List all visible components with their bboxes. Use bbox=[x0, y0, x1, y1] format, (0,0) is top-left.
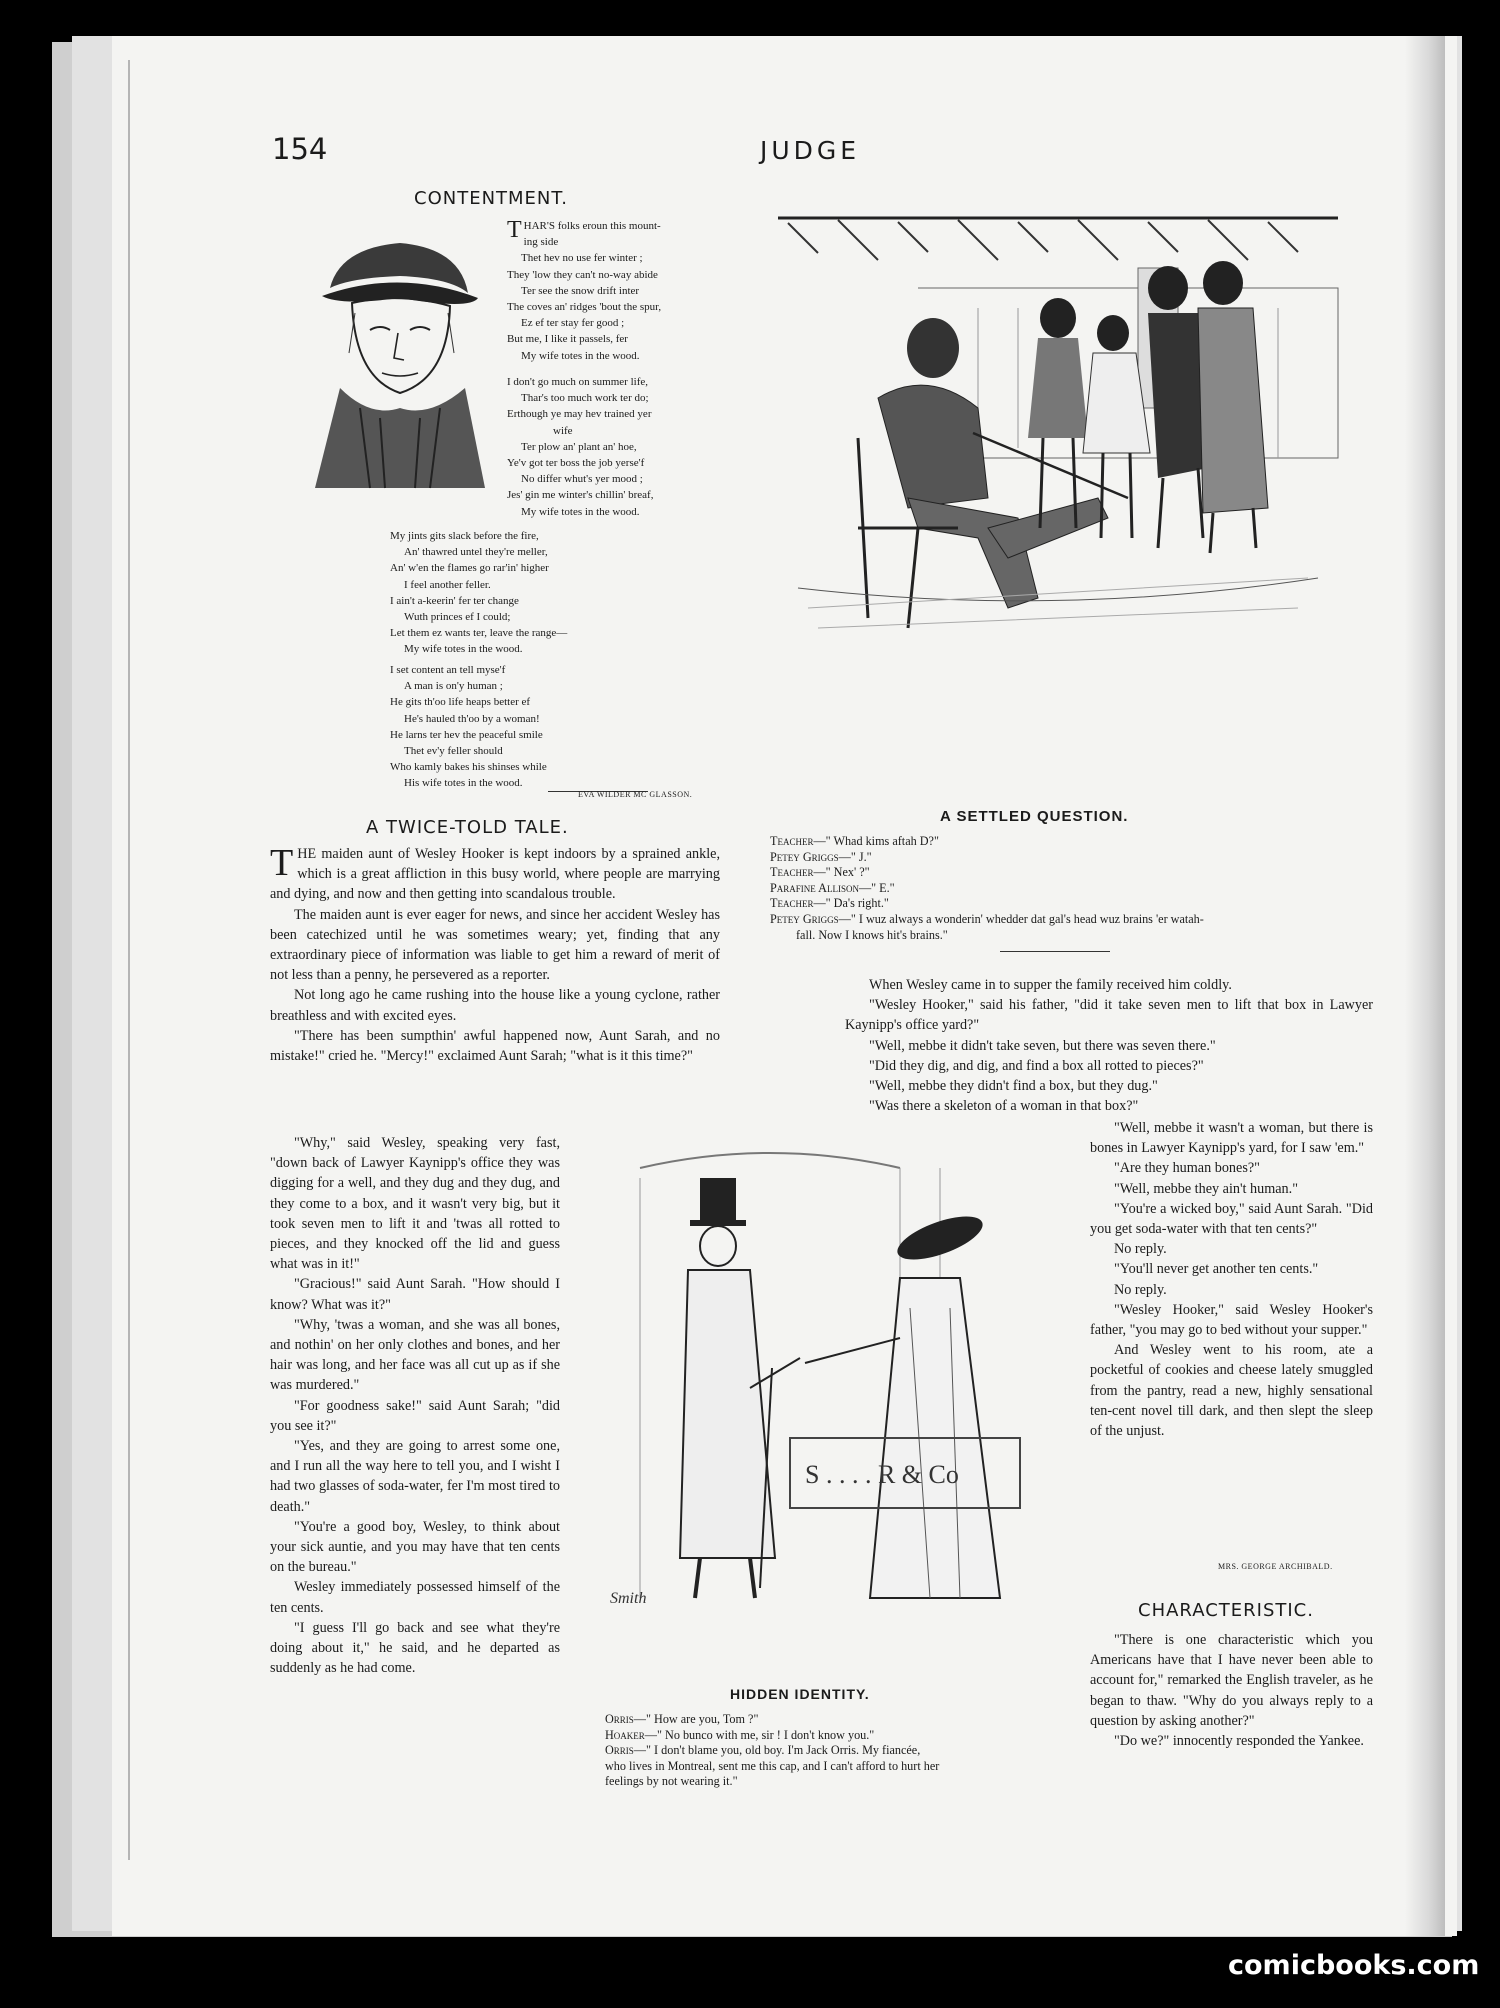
twice-told-author: MRS. GEORGE ARCHIBALD. bbox=[1218, 1562, 1333, 1571]
contentment-stanza-3: My jints gits slack before the fire, An' thawred untel they're meller, An' w'en the flames go rar'in' higher I feel another feller. I ain't a-keerin' fer ter change Wuth princes ef I could; Let them ez wants ter, leave the range— My wife totes in the wood. bbox=[390, 530, 568, 656]
contentment-title: CONTENTMENT. bbox=[414, 188, 568, 209]
old-man-portrait-illustration bbox=[300, 218, 495, 493]
classroom-illustration bbox=[758, 198, 1353, 758]
artist-signature: Smith bbox=[610, 1590, 647, 1607]
contentment-stanza-4: I set content an tell myse'f A man is on'y human ; He gits th'oo life heaps better ef He's hauled th'oo by a woman! He larns ter hev the peaceful smile Thet ev'y feller should Who kamly bakes his shinses while His wife totes in the wood. bbox=[390, 664, 547, 790]
page-spine-shadow bbox=[1405, 36, 1445, 1936]
masthead-title: JUDGE bbox=[760, 136, 861, 165]
settled-rule bbox=[1000, 951, 1110, 952]
twice-told-continued-top: When Wesley came in to supper the family received him coldly. "Wesley Hooker," said his father, "did it take seven men to lift that box in Lawyer Kaynipp's office yard?" "Well, mebbe it didn't take seven, but there was seven there." "Did they dig, and dig, and find a box all rotted to pieces?" "Well, mebbe they didn't find a box, but they dug." "Was there a skeleton of a woman in that box?" bbox=[845, 977, 1373, 1115]
twice-told-column-bottom: "Why," said Wesley, speaking very fast, "down back of Lawyer Kaynipp's office they was digging for a well, and they dug and they dug, and they come to a box, and it wasn't very big, but it took seven men to lift it and 'twas all rotted to pieces, and they knocked off the lid and guess what was in it!" "Gracious!" said Aunt Sarah. "How should I know? What was it?" "Why, 'twas a woman, and she was all bones, and nothin' on her only clothes and bones, and her hair was long, and her face was all cut up as if she was murdered." "For goodness sake!" said Aunt Sarah; "did you see it?" "Yes, and they are going to arrest some one, and I run all the way here to tell you, and I wisht I had two glasses of soda-water, fer I'm most tired to death." "You're a good boy, Wesley, to think about your sick auntie, and you may have that ten cents on the bureau." Wesley immediately possessed himself of the ten cents. "I guess I'll go back and see what they're doing about it," he said, and he departed as suddenly as he had come. bbox=[270, 1135, 560, 1677]
characteristic-title: CHARACTERISTIC. bbox=[1138, 1600, 1314, 1621]
contentment-stanza-2: I don't go much on summer life, Thar's too much work ter do; Erthough ye may hev trained yer wife Ter plow an' plant an' hoe, Ye'v got ter boss the job yerse'f No differ whut's yer mood ; Jes' gin me winter's chillin' breaf, My wife totes in the wood. bbox=[507, 376, 654, 518]
contentment-author: EVA WILDER MC GLASSON. bbox=[578, 790, 693, 799]
shop-sign-text: S . . . . R & Co bbox=[805, 1460, 959, 1489]
drop-cap: T bbox=[270, 842, 294, 884]
settled-question-dialog: Teacher—" Whad kims aftah D?" Petey Griggs—" J." Teacher—" Nex' ?" Parafine Allison—" E." Teacher—" Da's right." Petey Griggs—" I wuz always a wonderin' whedder dat gal's head wuz brains 'er watah- fall. Now I knows hit's brains." bbox=[770, 834, 1204, 942]
binding-line bbox=[128, 60, 130, 1860]
settled-question-title: A SETTLED QUESTION. bbox=[940, 808, 1129, 825]
page-number: 154 bbox=[272, 132, 328, 166]
hidden-identity-dialog: Orris—" How are you, Tom ?" Hoaker—" No bunco with me, sir ! I don't know you." Orris—" I don't blame you, old boy. I'm Jack Orris. My fiancée, who lives in Montreal, sent me this cap, and I can't afford to hurt her feelings by not wearing it." bbox=[605, 1712, 940, 1789]
characteristic-column: "There is one characteristic which you Americans have that I have never been able to account for," remarked the English traveler, as he began to thaw. "Why do you always reply to a question by asking another?" "Do we?" innocently responded the Yankee. bbox=[1090, 1632, 1373, 1750]
twice-told-title: A TWICE-TOLD TALE. bbox=[366, 817, 569, 838]
twice-told-continued-right: "Well, mebbe it wasn't a woman, but there is bones in Lawyer Kaynipp's yard, for I saw 'em." "Are they human bones?" "Well, mebbe they ain't human." "You're a wicked boy," said Aunt Sarah. "Did you get soda-water with that ten cents?" No reply. "You'll never get another ten cents." No reply. "Wesley Hooker," said Wesley Hooker's father, "you may go to bed without your supper." And Wesley went to his room, ate a pocketful of cookies and cheese lately smuggled from the pantry, read a new, highly sensational ten-cent novel till dark, and then slept the sleep of the unjust. bbox=[1090, 1120, 1373, 1440]
hidden-identity-title: HIDDEN IDENTITY. bbox=[730, 1686, 870, 1702]
hidden-identity-illustration bbox=[600, 1138, 1075, 1626]
site-watermark: comicbooks.com bbox=[1228, 1950, 1480, 1981]
contentment-stanza-1: THAR'S folks eroun this mount- ing side Thet hev no use fer winter ; They 'low they can't no-way abide Ter see the snow drift inter The coves an' ridges 'bout the spur, Ez ef ter stay fer good ; But me, I like it passels, fer My wife totes in the wood. bbox=[507, 217, 662, 362]
twice-told-column-top: THE maiden aunt of Wesley Hooker is kept indoors by a sprained ankle, which is a great affliction in this busy world, where people are marrying and dying, and now and then getting into scandalous trouble. The maiden aunt is ever eager for news, and since her accident Wesley has been catechized until he was sometimes weary; yet, finding that any extraordinary piece of information was liable to get him a reward of merit of not less than a penny, he persevered as a reporter. Not long ago he came rushing into the house like a young cyclone, rather breathless and with excited eyes. "There has been sumpthin' awful happened now, Aunt Sarah, and no mistake!" cried he. "Mercy!" exclaimed Aunt Sarah; "what is it this time?" bbox=[270, 842, 720, 1065]
